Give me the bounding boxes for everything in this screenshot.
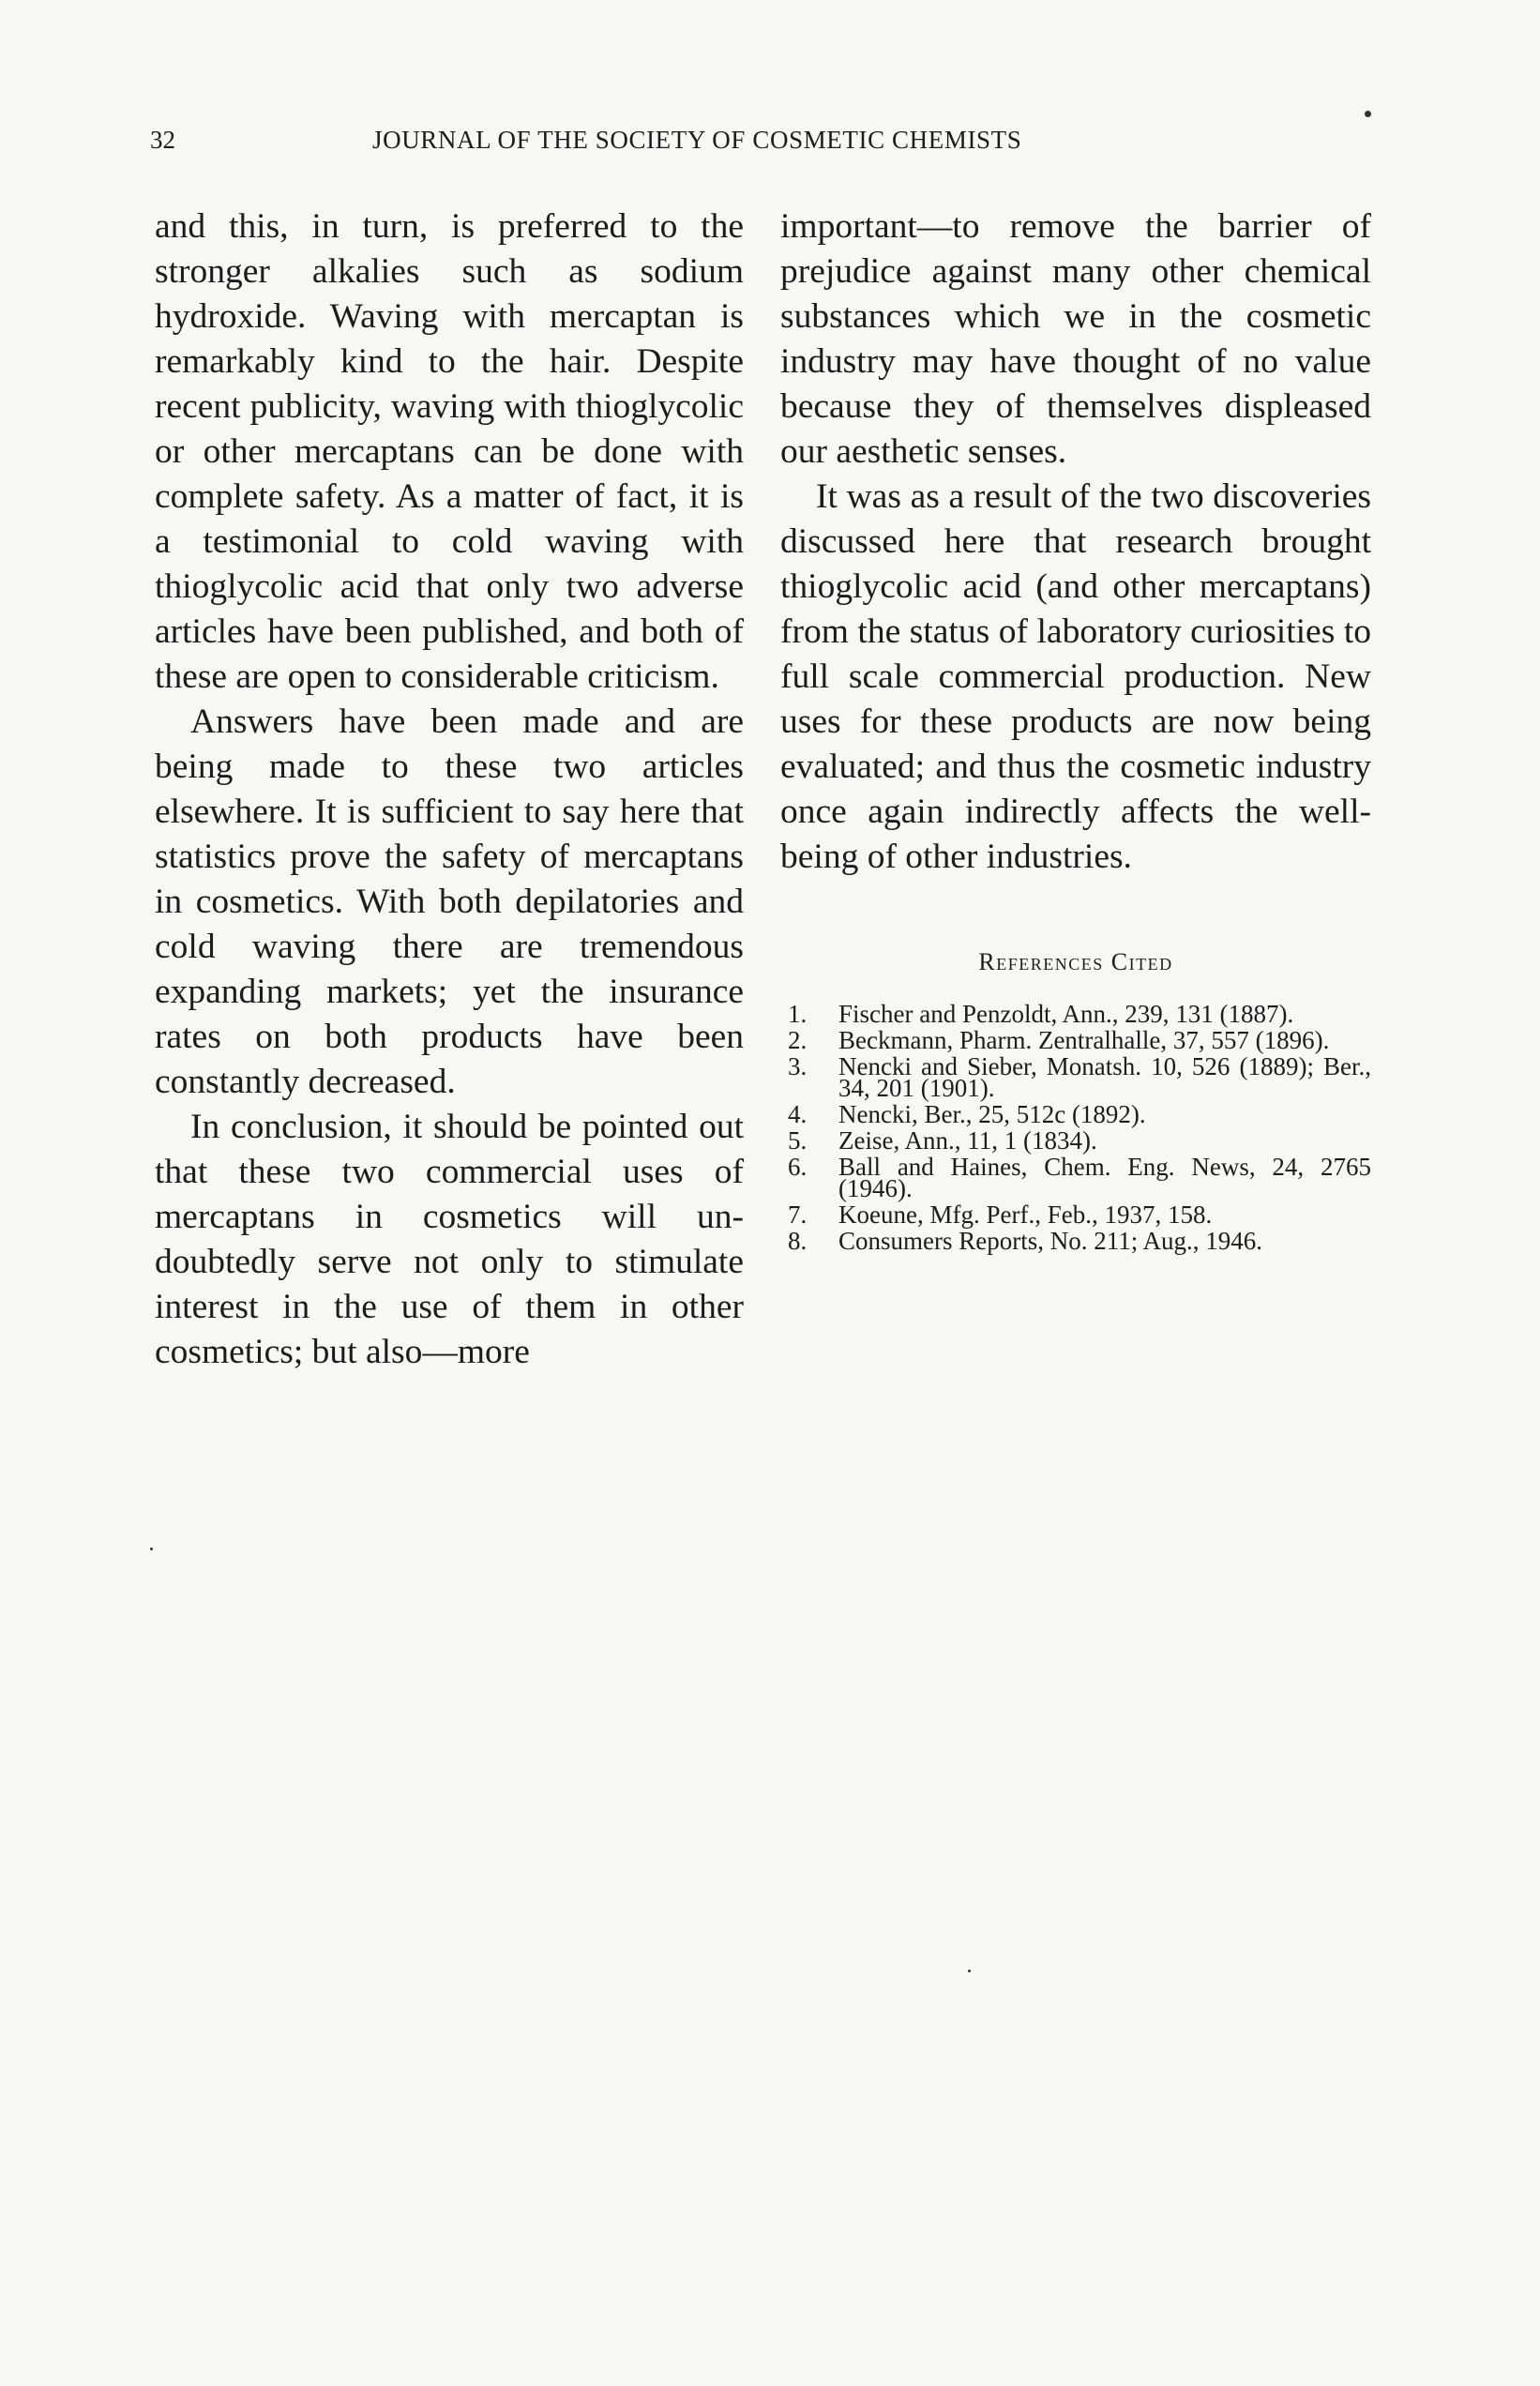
right-column — [780, 204, 1371, 1257]
print-speck — [968, 1970, 971, 1972]
body-paragraph: In conclusion, it should be pointed out that these two commercial uses of mercaptans in cosmetics will undoubtedly serve not only to stimulate interest in the use of them in other cosmetics; but also—more — [155, 1108, 744, 1371]
references-heading: References Cited — [978, 948, 1173, 975]
reference-text: Zeise, Ann., 11, 1 (1834). — [838, 1126, 1097, 1155]
reference-number: 5. — [788, 1126, 808, 1155]
reference-item — [780, 1000, 1371, 1028]
print-speck — [150, 1548, 153, 1550]
reference-text: Nencki and Sieber, Monatsh. 10, 526 (1889); Ber., 34, 201 (1901). — [838, 1052, 1371, 1102]
reference-text: Fischer and Penzoldt, Ann., 239, 131 (1887). — [838, 1000, 1294, 1028]
reference-text: Consumers Reports, No. 211; Aug., 1946. — [838, 1227, 1262, 1255]
reference-item — [780, 1201, 1371, 1229]
reference-text: Nencki, Ber., 25, 512c (1892). — [838, 1100, 1146, 1128]
reference-item — [780, 1100, 1371, 1128]
body-paragraph: Answers have been made and are being made to these two articles elsewhere. It is sufficient to say here that statistics prove the safety of mercaptans in cosmetics. With both depilatories and cold waving there are tremendous expanding markets; yet the insurance rates on both products have been constantly decreased. — [155, 702, 744, 1101]
running-header — [0, 126, 1540, 163]
journal-title: JOURNAL OF THE SOCIETY OF COSMETIC CHEMISTS — [372, 126, 1022, 154]
left-column — [155, 204, 744, 1375]
reference-text: Koeune, Mfg. Perf., Feb., 1937, 158. — [838, 1201, 1213, 1229]
body-paragraph: important—to remove the barrier of prejudice against many other chemical substances which we in the cosmetic industry may have thought of no value because they of themselves displeased our aesthetic senses. — [780, 207, 1371, 471]
reference-number: 8. — [788, 1227, 808, 1255]
reference-item — [780, 1227, 1371, 1255]
reference-number: 1. — [788, 1000, 808, 1028]
reference-item — [780, 1052, 1371, 1102]
body-paragraph: and this, in turn, is preferred to the stronger alkalies such as sodium hydroxide. Waving with mercaptan is remarkably kind to the hair. Despite recent publicity, waving with thioglycolic or other mercaptans can be done with complete safety. As a matter of fact, it is a testimonial to cold waving with thioglycolic acid that only two adverse articles have been published, and both of these are open to considerable criticism. — [155, 207, 744, 696]
reference-item — [780, 1153, 1371, 1202]
reference-number: 3. — [788, 1052, 808, 1080]
reference-item — [780, 1026, 1371, 1054]
reference-number: 4. — [788, 1100, 808, 1128]
reference-text: Ball and Haines, Chem. Eng. News, 24, 2765 (1946). — [838, 1153, 1371, 1202]
body-paragraph: It was as a result of the two discoveries discussed here that research brought thioglycolic acid (and other mercaptans) from the status of laboratory curiosities to full scale commercial production. New uses for these products are now being evaluated; and thus the cosmetic industry once again indirectly affects the well-being of other industries. — [780, 477, 1371, 876]
reference-item — [780, 1126, 1371, 1155]
reference-number: 2. — [788, 1026, 808, 1054]
print-speck — [1365, 111, 1371, 117]
page-number: 32 — [150, 126, 175, 154]
reference-number: 6. — [788, 1153, 808, 1181]
references-list — [780, 1000, 1371, 1255]
reference-text: Beckmann, Pharm. Zentralhalle, 37, 557 (1896). — [838, 1026, 1330, 1054]
reference-number: 7. — [788, 1201, 808, 1229]
